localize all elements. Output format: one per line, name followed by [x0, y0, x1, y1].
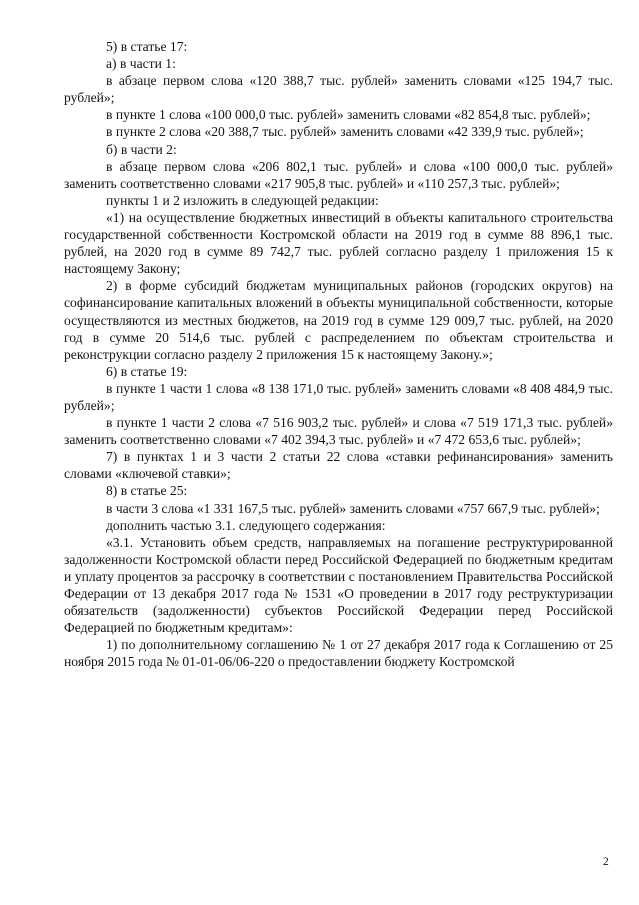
paragraph: пункты 1 и 2 изложить в следующей редакции:: [106, 192, 379, 208]
page-number: 2: [603, 856, 609, 868]
document-body: [64, 38, 613, 670]
paragraph: в абзаце первом слова «120 388,7 тыс. рублей» заменить словами «125 194,7 тыс. рублей»;: [64, 73, 613, 106]
paragraph: 1) по дополнительному соглашению № 1 от 27 декабря 2017 года к Соглашению от 25 ноября 2015 года № 01-01-06/06-220 о предоставлении бюджету Костромской: [64, 637, 613, 670]
paragraph: 8) в статье 25:: [106, 483, 188, 499]
paragraph: 5) в статье 17:: [106, 39, 188, 54]
paragraph: в пункте 1 части 1 слова «8 138 171,0 тыс. рублей» заменить словами «8 408 484,9 тыс. рублей»;: [64, 380, 613, 413]
paragraph: 6) в статье 19:: [106, 363, 188, 379]
paragraph: дополнить частью 3.1. следующего содержания:: [106, 517, 386, 533]
paragraph: «3.1. Установить объем средств, направляемых на погашение реструктурированной задолженности Костромской области перед Российской Федерацией по бюджетным кредитам и уплату процентов за рассрочку в соответствии с постановлением Правительства Российской Федерации от 13 декабря 2017 года № 1531 «О проведении в 2017 году реструктуризации обязательств (задолженности) субъектов Российской Федерации перед Российской Федерацией по бюджетным кредитам»:: [64, 534, 613, 636]
paragraph: 2) в форме субсидий бюджетам муниципальных районов (городских округов) на софинансирование капитальных вложений в объекты муниципальной собственности, которые осуществляются из местных бюджетов, на 2019 год в сумме 129 009,7 тыс. рублей, на 2020 год в сумме 20 514,6 тыс. рублей с распределением по объектам строительства и реконструкции согласно разделу 2 приложения 15 к настоящему Закону.»;: [64, 278, 613, 362]
paragraph: в пункте 2 слова «20 388,7 тыс. рублей» заменить словами «42 339,9 тыс. рублей»;: [106, 124, 584, 140]
paragraph: в части 3 слова «1 331 167,5 тыс. рублей» заменить словами «757 667,9 тыс. рублей»;: [106, 500, 600, 516]
paragraph: в абзаце первом слова «206 802,1 тыс. рублей» и слова «100 000,0 тыс. рублей» заменить соответственно словами «217 905,8 тыс. рублей» и «110 257,3 тыс. рублей»;: [64, 158, 613, 191]
paragraph: в пункте 1 слова «100 000,0 тыс. рублей» заменить словами «82 854,8 тыс. рублей»;: [106, 107, 591, 123]
paragraph: в пункте 1 части 2 слова «7 516 903,2 тыс. рублей» и слова «7 519 171,3 тыс. рублей» заменить соответственно словами «7 402 394,3 тыс. рублей» и «7 472 653,6 тыс. рублей»;: [64, 415, 613, 448]
paragraph: 7) в пунктах 1 и 3 части 2 статьи 22 слова «ставки рефинансирования» заменить словами «ключевой ставки»;: [64, 449, 613, 482]
paragraph: б) в части 2:: [106, 141, 177, 157]
paragraph: а) в части 1:: [106, 56, 176, 72]
paragraph: «1) на осуществление бюджетных инвестиций в объекты капитального строительства государственной собственности Костромской области на 2019 год в сумме 88 896,1 тыс. рублей, на 2020 год в сумме 89 742,7 тыс. рублей согласно разделу 1 приложения 15 к настоящему Закону;: [64, 209, 613, 277]
